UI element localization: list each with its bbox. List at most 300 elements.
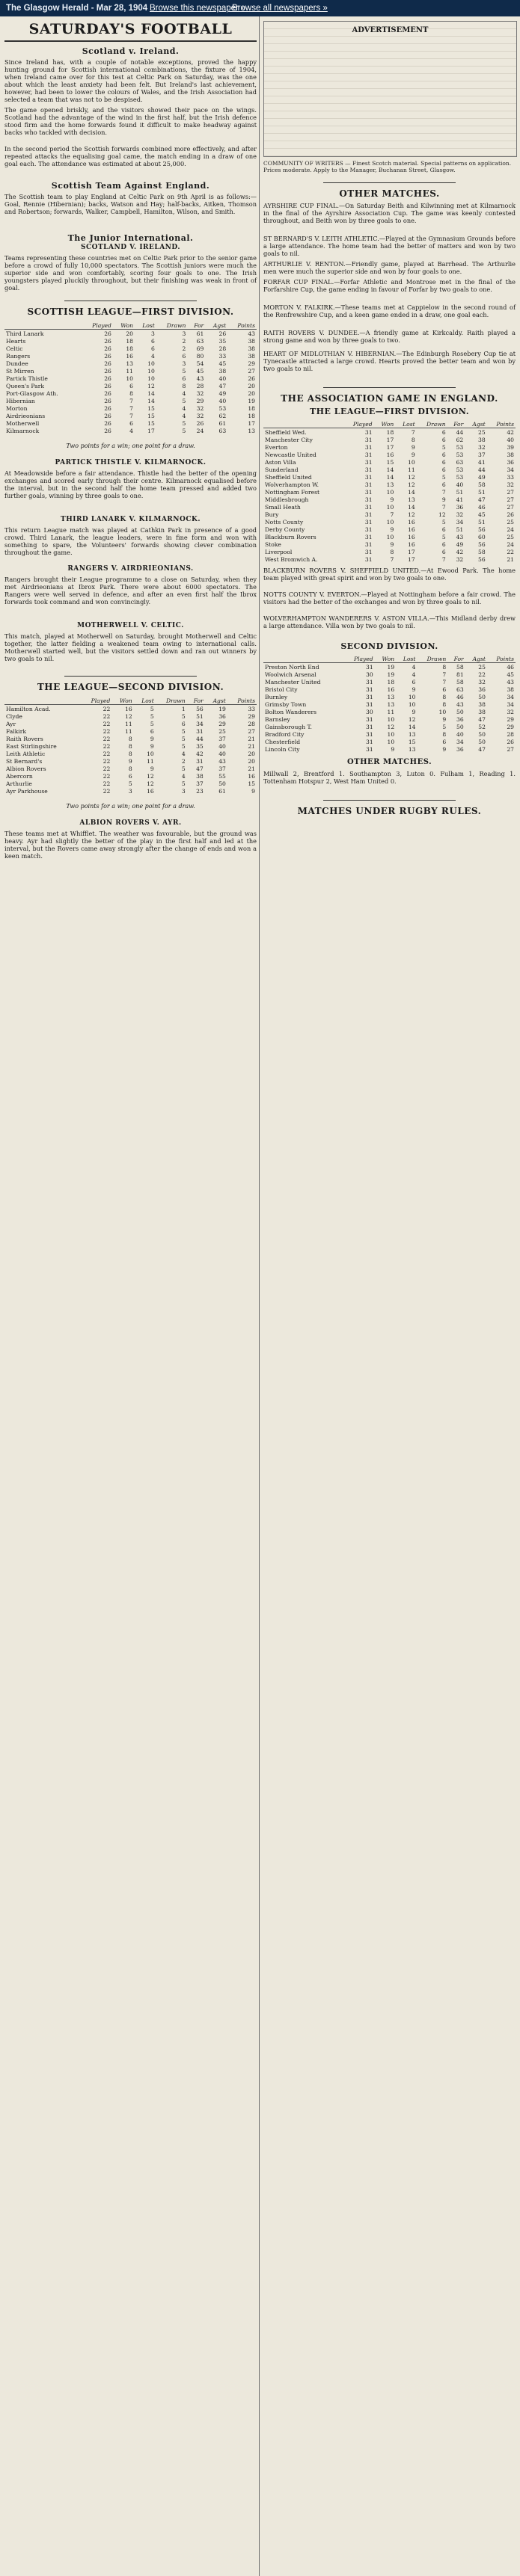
- table-row: [263, 708, 516, 715]
- table-header-cell: For: [187, 697, 205, 705]
- league-table-scottish-second: [4, 697, 257, 795]
- table-row: [4, 382, 257, 389]
- table-cell: 20: [248, 389, 255, 397]
- table-cell: Middlesbrough: [265, 496, 309, 503]
- table-cell: 56: [478, 555, 486, 563]
- table-cell: 29: [507, 723, 514, 730]
- table-header-cell: [4, 697, 80, 705]
- table-header-cell: Lost: [135, 321, 156, 330]
- table-cell: 7: [129, 412, 133, 419]
- table-cell: 34: [507, 466, 514, 473]
- table-cell: 26: [104, 352, 111, 360]
- match-heading: PARTICK THISTLE V. KILMARNOCK.: [55, 459, 207, 466]
- table-row: [263, 693, 516, 700]
- table-cell: 24: [196, 427, 204, 434]
- table-cell: 26: [248, 375, 255, 382]
- section-heading-other-matches: OTHER MATCHES.: [346, 758, 432, 766]
- table-cell: 5: [150, 712, 154, 720]
- table-cell: 30: [366, 671, 373, 678]
- table-cell: Airdrieonians: [6, 412, 46, 419]
- table-cell: 6: [441, 481, 446, 488]
- table-row: [263, 451, 516, 458]
- table-cell: Motherwell: [6, 419, 40, 427]
- section-divider: [64, 676, 197, 677]
- table-cell: 27: [248, 727, 255, 735]
- table-row: [4, 780, 257, 787]
- table-cell: Bury: [265, 511, 279, 518]
- table-header-cell: Drawn: [156, 321, 188, 330]
- table-cell: 9: [390, 540, 394, 548]
- table-cell: 34: [456, 738, 464, 745]
- table-cell: 9: [412, 685, 416, 693]
- table-cell: 40: [218, 397, 227, 404]
- table-cell: Port-Glasgow Ath.: [6, 389, 58, 397]
- table-cell: 28: [196, 382, 204, 389]
- table-cell: Arthurlie: [6, 780, 32, 787]
- table-cell: 18: [248, 412, 255, 419]
- table-cell: 8: [128, 735, 132, 742]
- table-cell: 16: [386, 451, 394, 458]
- table-cell: Blackburn Rovers: [265, 533, 316, 540]
- table-cell: 7: [390, 511, 394, 518]
- table-cell: 31: [364, 511, 373, 518]
- table-cell: 3: [128, 787, 132, 795]
- table-cell: 26: [104, 337, 111, 345]
- table-cell: 9: [411, 443, 415, 451]
- article-paragraph: This match, played at Motherwell on Saturday, brought Motherwell and Celtic together, the latter fielding a weakened team owing to international calls. Motherwell started well, but the visitors settled down and ran out winners by two goals to nil.: [4, 632, 257, 662]
- table-cell: 36: [456, 503, 464, 511]
- table-cell: 5: [181, 735, 186, 742]
- table-cell: 31: [364, 473, 373, 481]
- article-paragraph: ARTHURLIE V. RENTON.—Friendly game, played at Barrhead. The Arthurlie men were much the superior side and won by four goals to one.: [263, 260, 516, 275]
- table-cell: 2: [182, 345, 186, 352]
- table-row: [4, 750, 257, 757]
- table-cell: 37: [478, 451, 486, 458]
- table-cell: 6: [182, 375, 186, 382]
- table-cell: Bradford City: [265, 730, 305, 738]
- table-cell: 15: [408, 738, 416, 745]
- table-cell: 10: [386, 518, 394, 526]
- table-cell: Third Lanark: [6, 330, 44, 337]
- table-row: [4, 712, 257, 720]
- table-cell: 12: [147, 382, 155, 389]
- table-cell: 10: [147, 375, 155, 382]
- table-cell: Derby County: [265, 526, 305, 533]
- table-cell: 31: [366, 723, 373, 730]
- table-cell: 10: [408, 693, 416, 700]
- page-masthead: SATURDAY'S FOOTBALL: [4, 21, 257, 42]
- table-cell: 49: [478, 473, 486, 481]
- table-cell: 16: [147, 787, 154, 795]
- table-cell: 40: [218, 742, 226, 750]
- table-cell: 38: [507, 451, 514, 458]
- league-table-note: Two points for a win; one point for a draw.: [66, 443, 195, 449]
- table-cell: 58: [456, 678, 464, 685]
- table-cell: 40: [507, 436, 514, 443]
- table-cell: 8: [128, 742, 132, 750]
- table-row: [263, 730, 516, 738]
- table-header-cell: Drawn: [417, 655, 447, 663]
- table-cell: 56: [478, 526, 486, 533]
- table-cell: 32: [456, 555, 464, 563]
- table-cell: 58: [456, 663, 464, 671]
- table-cell: 18: [126, 345, 133, 352]
- table-cell: 31: [364, 443, 373, 451]
- table-cell: 9: [150, 742, 154, 750]
- table-cell: 22: [103, 765, 111, 772]
- table-header-cell: Played: [80, 697, 111, 705]
- table-row: [263, 503, 516, 511]
- table-cell: Stoke: [265, 540, 281, 548]
- table-cell: 3: [182, 330, 186, 337]
- table-cell: 38: [507, 685, 514, 693]
- table-cell: 19: [218, 705, 226, 712]
- table-cell: 11: [125, 727, 132, 735]
- table-cell: 44: [478, 466, 486, 473]
- table-cell: 31: [364, 488, 373, 496]
- table-header-cell: Won: [375, 655, 397, 663]
- table-cell: 29: [248, 712, 255, 720]
- table-cell: 51: [456, 526, 464, 533]
- match-heading: RANGERS V. AIRDRIEONIANS.: [67, 565, 194, 573]
- table-cell: 15: [147, 412, 155, 419]
- table-cell: 16: [408, 540, 415, 548]
- table-cell: 31: [364, 503, 373, 511]
- table-row: [4, 412, 257, 419]
- table-cell: Barnsley: [265, 715, 290, 723]
- table-cell: Wolverhampton W.: [265, 481, 319, 488]
- table-cell: Kilmarnock: [6, 427, 40, 434]
- table-cell: 23: [196, 787, 204, 795]
- table-cell: 55: [218, 772, 226, 780]
- table-cell: 33: [218, 352, 227, 360]
- table-cell: 49: [218, 389, 227, 397]
- table-cell: 31: [364, 533, 373, 540]
- browse-all-newspapers-link[interactable]: Browse all newspapers »: [232, 4, 328, 13]
- table-cell: 29: [507, 715, 514, 723]
- table-cell: 14: [408, 503, 415, 511]
- table-cell: Manchester United: [265, 678, 321, 685]
- table-cell: 30: [366, 708, 373, 715]
- table-row: [263, 481, 516, 488]
- table-cell: 43: [196, 375, 204, 382]
- table-cell: 28: [218, 345, 227, 352]
- table-cell: Hearts: [6, 337, 26, 345]
- table-cell: 8: [182, 382, 186, 389]
- table-cell: 9: [412, 708, 416, 715]
- table-cell: 8: [442, 663, 447, 671]
- section-heading-england: THE ASSOCIATION GAME IN ENGLAND.: [281, 393, 498, 404]
- table-cell: 2: [182, 337, 186, 345]
- table-cell: 31: [364, 451, 373, 458]
- table-cell: 3: [181, 787, 186, 795]
- table-cell: 37: [196, 780, 204, 787]
- table-cell: 4: [182, 412, 186, 419]
- table-cell: 34: [507, 700, 514, 708]
- table-cell: 14: [408, 723, 416, 730]
- table-row: [263, 526, 516, 533]
- table-header-cell: Agst: [465, 655, 487, 663]
- table-cell: 12: [387, 723, 395, 730]
- section-heading-scotland-ireland: Scotland v. Ireland.: [82, 46, 180, 56]
- table-cell: 31: [364, 540, 373, 548]
- table-cell: 31: [364, 458, 373, 466]
- table-cell: Bolton Wanderers: [265, 708, 317, 715]
- table-cell: 28: [248, 720, 255, 727]
- table-row: [4, 375, 257, 382]
- table-row: [263, 671, 516, 678]
- table-cell: 51: [478, 518, 486, 526]
- table-cell: 31: [366, 700, 373, 708]
- table-cell: 29: [218, 720, 226, 727]
- table-cell: 22: [103, 720, 111, 727]
- table-cell: Notts County: [265, 518, 304, 526]
- table-header-cell: [263, 420, 343, 428]
- table-cell: 6: [442, 685, 447, 693]
- table-cell: 11: [408, 466, 415, 473]
- table-cell: 40: [218, 375, 227, 382]
- table-cell: 18: [126, 337, 133, 345]
- browse-this-newspaper-link[interactable]: Browse this newspaper »: [150, 4, 246, 13]
- table-cell: 27: [507, 496, 514, 503]
- match-heading: MOTHERWELL V. CELTIC.: [77, 622, 184, 629]
- section-divider: [323, 182, 456, 183]
- table-cell: 43: [456, 700, 464, 708]
- table-cell: 50: [218, 780, 226, 787]
- table-cell: 14: [408, 488, 415, 496]
- table-cell: 5: [181, 712, 186, 720]
- table-cell: 52: [478, 723, 486, 730]
- table-cell: Burnley: [265, 693, 288, 700]
- table-cell: 47: [478, 715, 486, 723]
- table-header-cell: Lost: [396, 655, 417, 663]
- table-cell: 25: [478, 663, 486, 671]
- table-cell: 7: [442, 678, 447, 685]
- table-cell: 31: [364, 466, 373, 473]
- table-cell: 4: [412, 671, 416, 678]
- table-cell: 38: [248, 345, 255, 352]
- table-cell: 6: [150, 727, 154, 735]
- table-cell: 4: [182, 389, 186, 397]
- table-cell: 10: [126, 375, 133, 382]
- table-cell: 18: [248, 404, 255, 412]
- table-cell: 36: [218, 712, 226, 720]
- table-cell: 31: [366, 678, 373, 685]
- table-cell: 18: [387, 678, 395, 685]
- table-cell: St Bernard's: [6, 757, 43, 765]
- table-cell: 38: [248, 337, 255, 345]
- table-cell: 39: [507, 443, 514, 451]
- table-cell: 46: [478, 503, 486, 511]
- table-cell: 8: [390, 548, 394, 555]
- article-paragraph: Millwall 2, Brentford 1. Southampton 3, Luton 0. Fulham 1, Reading 1. Tottenham Hotspur 2, West Ham United 0.: [263, 770, 516, 785]
- table-cell: Queen's Park: [6, 382, 44, 389]
- table-row: [4, 360, 257, 367]
- table-header-cell: Lost: [395, 420, 416, 428]
- table-cell: Preston North End: [265, 663, 319, 671]
- table-cell: 11: [387, 708, 395, 715]
- table-row: [263, 700, 516, 708]
- article-paragraph: FORFAR CUP FINAL.—Forfar Athletic and Montrose met in the final of the Forfarshire Cup, the game ending in favour of Forfar by two goals to one.: [263, 278, 516, 293]
- table-cell: 26: [507, 511, 514, 518]
- table-row: [4, 419, 257, 427]
- table-cell: 45: [478, 511, 486, 518]
- table-cell: Rangers: [6, 352, 31, 360]
- table-cell: 36: [507, 458, 514, 466]
- table-cell: 3: [150, 330, 155, 337]
- table-cell: 22: [478, 671, 486, 678]
- table-cell: 10: [386, 503, 394, 511]
- table-cell: 12: [408, 511, 415, 518]
- table-cell: 17: [408, 555, 415, 563]
- table-cell: 26: [104, 427, 111, 434]
- table-header-cell: Won: [111, 697, 133, 705]
- table-cell: 12: [408, 481, 415, 488]
- section-divider: [323, 800, 456, 801]
- table-cell: 19: [387, 663, 395, 671]
- table-cell: 61: [218, 419, 227, 427]
- table-cell: 56: [478, 540, 486, 548]
- table-cell: 5: [181, 742, 186, 750]
- table-row: [4, 735, 257, 742]
- article-paragraph: Since Ireland has, with a couple of notable exceptions, proved the happy hunting ground for Scottish international combinations, the fixture of 1904, when Ireland came over for this test at Celtic Park on Saturday, was the one about which the least anxiety had been felt. But Ireland's last achievement, however, had been to lower the colours of Wales, and the Irish Association had selected a team that was not to be despised.: [4, 58, 257, 103]
- table-cell: 46: [507, 663, 514, 671]
- publication-title: The Glasgow Herald - Mar 28, 1904: [6, 4, 148, 13]
- table-cell: 6: [441, 458, 446, 466]
- article-paragraph: HEART OF MIDLOTHIAN V. HIBERNIAN.—The Edinburgh Rosebery Cup tie at Tynecastle attracted a large crowd. Hearts proved the better team and won by two goals to nil.: [263, 350, 516, 372]
- table-cell: 31: [366, 685, 373, 693]
- table-cell: 17: [386, 436, 394, 443]
- table-header-cell: Drawn: [156, 697, 187, 705]
- table-cell: 9: [442, 715, 447, 723]
- table-cell: 26: [104, 389, 111, 397]
- table-cell: 28: [507, 730, 514, 738]
- table-cell: 31: [364, 518, 373, 526]
- table-row: [263, 458, 516, 466]
- article-paragraph: MORTON V. FALKIRK.—These teams met at Cappielow in the second round of the Renfrewshire Cup, and a keen game ended in a draw, one goal each.: [263, 303, 516, 318]
- table-cell: 50: [478, 738, 486, 745]
- table-cell: 6: [441, 428, 446, 436]
- table-cell: 45: [507, 671, 514, 678]
- table-cell: 9: [411, 451, 415, 458]
- table-cell: 31: [364, 436, 373, 443]
- table-cell: 6: [441, 526, 446, 533]
- table-cell: 32: [196, 404, 204, 412]
- table-cell: 33: [248, 705, 255, 712]
- table-cell: Small Heath: [265, 503, 301, 511]
- table-cell: 4: [150, 352, 155, 360]
- table-cell: 31: [366, 745, 373, 753]
- table-cell: 25: [218, 727, 226, 735]
- table-cell: Aston Villa: [265, 458, 296, 466]
- league-table-scottish-first: [4, 321, 257, 434]
- match-heading: THIRD LANARK V. KILMARNOCK.: [61, 516, 201, 523]
- table-cell: 6: [441, 436, 446, 443]
- table-cell: 18: [386, 428, 394, 436]
- league-table-heading: SCOTTISH LEAGUE—FIRST DIVISION.: [27, 306, 234, 317]
- table-cell: 54: [196, 360, 204, 367]
- table-header-cell: Drawn: [417, 420, 447, 428]
- table-cell: 6: [150, 337, 155, 345]
- table-cell: 26: [104, 397, 111, 404]
- table-cell: 34: [196, 720, 204, 727]
- table-header-cell: Played: [343, 420, 374, 428]
- table-cell: 17: [386, 443, 394, 451]
- table-header-cell: For: [447, 420, 465, 428]
- table-cell: 24: [507, 540, 514, 548]
- table-cell: 12: [125, 712, 132, 720]
- table-cell: 7: [390, 555, 394, 563]
- table-cell: 58: [478, 548, 486, 555]
- table-cell: 32: [507, 708, 514, 715]
- table-cell: 5: [182, 419, 186, 427]
- table-cell: 20: [248, 750, 255, 757]
- table-cell: 12: [147, 772, 154, 780]
- table-row: [4, 720, 257, 727]
- table-row: [263, 511, 516, 518]
- table-cell: 8: [442, 693, 447, 700]
- table-cell: 10: [386, 533, 394, 540]
- table-cell: 12: [147, 780, 154, 787]
- table-cell: 16: [408, 518, 415, 526]
- table-cell: 7: [442, 671, 447, 678]
- article-paragraph: BLACKBURN ROVERS V. SHEFFIELD UNITED.—At Ewood Park. The home team played with great spirit and won by two goals to one.: [263, 567, 516, 582]
- table-cell: 6: [181, 720, 186, 727]
- table-cell: 35: [196, 742, 204, 750]
- table-cell: Hibernian: [6, 397, 35, 404]
- table-cell: 6: [129, 419, 133, 427]
- table-cell: 21: [248, 765, 255, 772]
- table-cell: 42: [507, 428, 514, 436]
- table-cell: 31: [364, 548, 373, 555]
- table-cell: 11: [125, 720, 132, 727]
- table-cell: 60: [478, 533, 486, 540]
- table-cell: 58: [478, 481, 486, 488]
- table-cell: Hamilton Acad.: [6, 705, 51, 712]
- table-cell: 6: [129, 382, 133, 389]
- table-cell: 38: [478, 708, 486, 715]
- table-cell: 53: [456, 473, 464, 481]
- table-cell: 4: [181, 750, 186, 757]
- table-cell: 22: [103, 757, 111, 765]
- table-cell: Leith Athletic: [6, 750, 46, 757]
- table-row: [4, 742, 257, 750]
- table-cell: 26: [104, 404, 111, 412]
- table-cell: 10: [387, 738, 395, 745]
- table-row: [263, 428, 516, 437]
- table-cell: 16: [126, 352, 133, 360]
- table-cell: 11: [126, 367, 133, 375]
- table-cell: 6: [441, 451, 446, 458]
- table-cell: 31: [364, 526, 373, 533]
- table-cell: 31: [364, 496, 373, 503]
- table-cell: 5: [182, 397, 186, 404]
- table-cell: 1: [181, 705, 186, 712]
- table-header-cell: Played: [82, 321, 113, 330]
- table-cell: 21: [248, 735, 255, 742]
- table-cell: 31: [364, 481, 373, 488]
- table-row: [263, 540, 516, 548]
- table-cell: 16: [387, 685, 395, 693]
- table-cell: Nottingham Forest: [265, 488, 320, 496]
- newspaper-page: [0, 16, 520, 2576]
- table-cell: 26: [104, 412, 111, 419]
- table-cell: 8: [442, 700, 447, 708]
- table-cell: Ayr: [6, 720, 16, 727]
- table-cell: 36: [456, 715, 464, 723]
- table-cell: Partick Thistle: [6, 375, 48, 382]
- table-cell: Celtic: [6, 345, 23, 352]
